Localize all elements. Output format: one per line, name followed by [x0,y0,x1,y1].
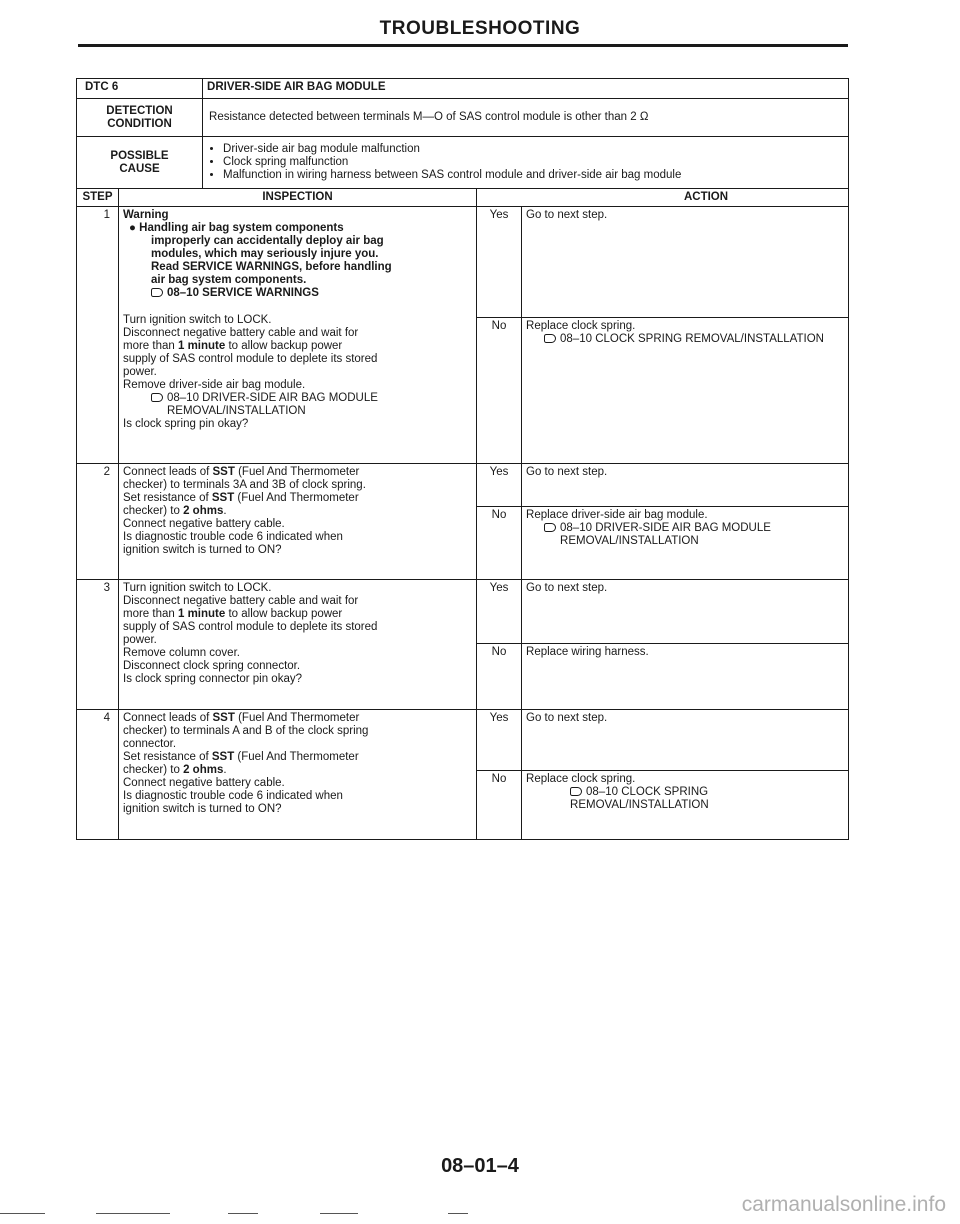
action-no [522,317,848,348]
cause-list [207,143,844,182]
dtc-code: DTC 6 [77,79,203,99]
troubleshooting-table [76,78,849,840]
action-no: Replace wiring harness. [522,643,848,661]
step-number: 2 [77,464,119,580]
step-line: checker) to terminals A and B of the clock spring [123,725,369,737]
step4-inspection [119,710,477,840]
scan-mark [0,1213,45,1214]
step-line: checker) to 2 ohms. [123,764,227,776]
step-line: Turn ignition switch to LOCK. [123,582,272,594]
step-line: Turn ignition switch to LOCK. [123,314,272,326]
step2-answers [477,464,522,580]
reference-icon [151,288,163,297]
warning-line: modules, which may seriously injure you. [151,248,379,260]
warning-line: improperly can accidentally deploy air bag [151,235,384,247]
step-line: power. [123,366,157,378]
detection-label [77,99,203,137]
warning-line: ● Handling air bag system components [129,222,344,234]
action-ref-cont: REMOVAL/INSTALLATION [560,535,699,547]
cause-list-cell [203,137,849,189]
yes-label: Yes [489,712,509,724]
step-number: 3 [77,580,119,710]
action-ref: 08–10 CLOCK SPRING REMOVAL/INSTALLATION [570,786,709,811]
step1-inspection [119,207,477,464]
step-line: Remove driver-side air bag module. [123,379,306,391]
action-next: Go to next step. [526,209,608,221]
step-question: Is clock spring pin okay? [123,418,249,430]
action-text: Replace clock spring. [526,320,636,332]
reference-link-cont: REMOVAL/INSTALLATION [167,405,306,417]
yes-label: Yes [489,466,509,478]
cause-item: • Driver-side air bag module malfunction [223,143,844,156]
no-label: No [477,770,521,788]
step1-actions [522,207,849,464]
step-line: Disconnect negative battery cable and wait for [123,327,359,339]
step-line: Is diagnostic trouble code 6 indicated when [123,531,343,543]
scan-mark [320,1213,358,1214]
page-title: TROUBLESHOOTING [379,18,581,39]
action-next: Go to next step. [526,582,608,594]
detection-label-line1: DETECTION [106,104,173,117]
step4-actions [522,710,849,840]
cause-label-line2: CAUSE [119,162,160,175]
scan-mark [96,1213,170,1214]
warning-line: air bag system components. [151,274,307,286]
step-line: connector. [123,738,177,750]
step-line: Connect leads of SST (Fuel And Thermometer [123,466,360,478]
step-line: checker) to 2 ohms. [123,505,227,517]
step-line: Set resistance of SST (Fuel And Thermometer [123,751,359,763]
no-label: No [477,643,521,661]
step3-answers [477,580,522,710]
action-ref: 08–10 DRIVER-SIDE AIR BAG MODULE [526,522,844,535]
step-question: ignition switch is turned to ON? [123,544,282,556]
reference-link: 08–10 DRIVER-SIDE AIR BAG MODULE [123,392,472,405]
cause-item: • Clock spring malfunction [223,156,844,169]
page-number: 08–01–4 [441,1155,519,1177]
scan-mark [228,1213,258,1214]
reference-icon [544,523,556,532]
step-line: Remove column cover. [123,647,240,659]
detection-text: Resistance detected between terminals M—O of SAS control module is other than 2 Ω [203,99,849,137]
warning-line: Read SERVICE WARNINGS, before handling [151,261,392,273]
step-line: Set resistance of SST (Fuel And Thermometer [123,492,359,504]
action-next: Go to next step. [526,712,608,724]
dtc-name: DRIVER-SIDE AIR BAG MODULE [203,79,849,99]
step-question: ignition switch is turned to ON? [123,803,282,815]
yes-label: Yes [489,582,509,594]
step-line: more than 1 minute to allow backup power [123,340,343,352]
action-text: Replace clock spring. [526,773,636,785]
step-line: Connect negative battery cable. [123,777,285,789]
reference-icon [570,787,582,796]
reference-icon [544,334,556,343]
step-line: Connect negative battery cable. [123,518,285,530]
cause-label-line1: POSSIBLE [110,149,169,162]
step-line: Connect leads of SST (Fuel And Thermometer [123,712,360,724]
cause-item: • Malfunction in wiring harness between SAS control module and driver-side air bag module [223,169,844,182]
action-no [522,506,848,550]
watermark: carmanualsonline.info [741,1193,946,1216]
cause-label [77,137,203,189]
action-no [522,770,848,814]
action-text: Replace driver-side air bag module. [526,509,708,521]
step-line: more than 1 minute to allow backup power [123,608,343,620]
step-line: supply of SAS control module to deplete its stored [123,353,378,365]
step2-inspection [119,464,477,580]
step2-actions [522,464,849,580]
step-line: Disconnect clock spring connector. [123,660,301,672]
step4-answers [477,710,522,840]
header-action: ACTION [477,189,849,207]
warning-title: Warning [123,209,169,221]
title-rule [78,44,848,47]
warning-ref: 08–10 SERVICE WARNINGS [123,287,472,300]
step-question: Is clock spring connector pin okay? [123,673,302,685]
step-line: Disconnect negative battery cable and wait for [123,595,359,607]
step-line: supply of SAS control module to deplete its stored [123,621,378,633]
step1-answers [477,207,522,464]
yes-label: Yes [489,209,509,221]
step-number: 4 [77,710,119,840]
step-line: Is diagnostic trouble code 6 indicated when [123,790,343,802]
action-ref: 08–10 CLOCK SPRING REMOVAL/INSTALLATION [526,333,844,346]
scan-mark [448,1213,468,1214]
step3-actions [522,580,849,710]
action-next: Go to next step. [526,466,608,478]
step-line: checker) to terminals 3A and 3B of clock spring. [123,479,366,491]
no-label: No [477,317,521,335]
step-number: 1 [77,207,119,464]
header-step: STEP [77,189,119,207]
reference-icon [151,393,163,402]
no-label: No [477,506,521,524]
detection-label-line2: CONDITION [107,117,172,130]
header-inspection: INSPECTION [119,189,477,207]
step3-inspection [119,580,477,710]
step-line: power. [123,634,157,646]
